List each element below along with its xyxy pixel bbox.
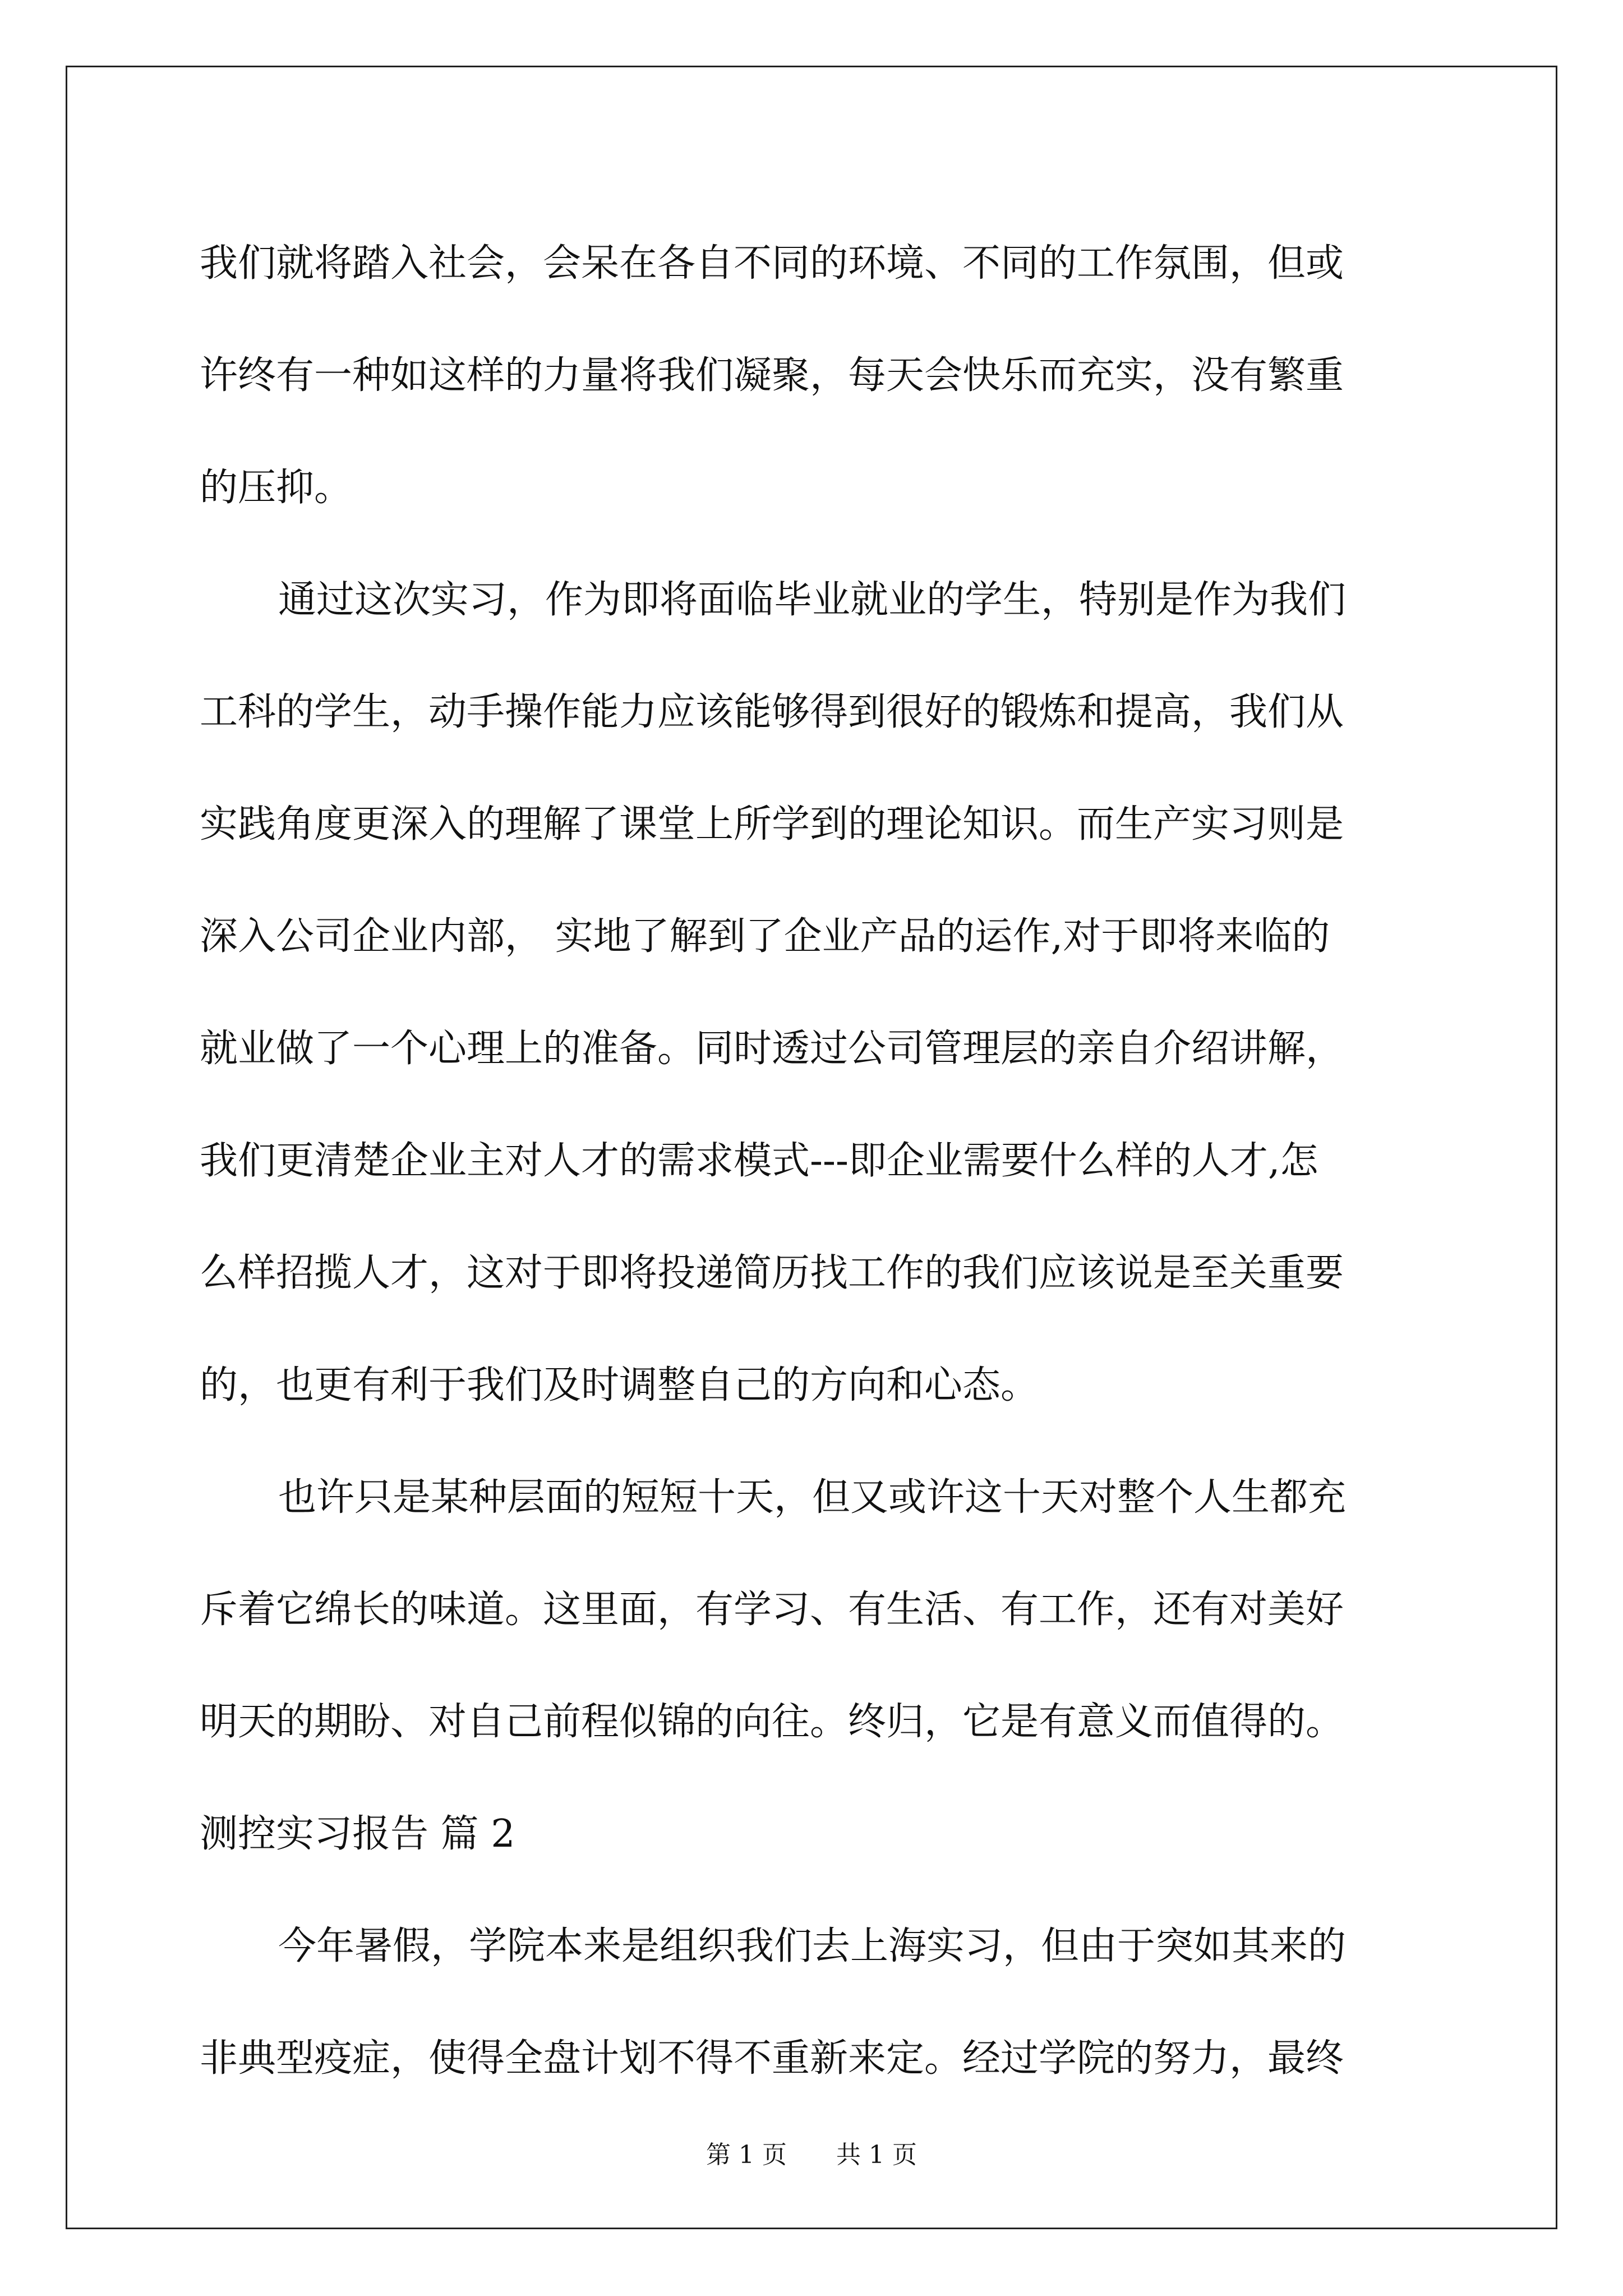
paragraph-start-line: 也许只是某种层面的短短十天，但又或许这十天对整个人生都充 [278, 1475, 1347, 1520]
text-line: 非典型疫症，使得全盘计划不得不重新来定。经过学院的努力，最终 [200, 2036, 1344, 2081]
paragraph-start-line: 今年暑假，学院本来是组织我们去上海实习，但由于突如其来的 [278, 1924, 1347, 1968]
document-body [200, 208, 1433, 2115]
section-heading: 测控实习报告 篇 2 [200, 1812, 515, 1856]
text-line: 许终有一种如这样的力量将我们凝聚，每天会快乐而充实，没有繁重 [200, 353, 1344, 398]
paragraph-start-line: 通过这次实习，作为即将面临毕业就业的学生，特别是作为我们 [278, 578, 1347, 622]
text-line: 的压抑。 [200, 466, 353, 510]
text-line: 就业做了一个心理上的准备。同时透过公司管理层的亲自介绍讲解， [200, 1027, 1344, 1071]
page-footer [0, 2134, 1623, 2170]
text-line: 深入公司企业内部， 实地了解到了企业产品的运作,对于即将来临的 [200, 914, 1330, 959]
text-line: 我们更清楚企业主对人才的需求模式---即企业需要什么样的人才,怎 [200, 1139, 1318, 1183]
text-line: 明天的期盼、对自己前程似锦的向往。终归，它是有意义而值得的。 [200, 1700, 1344, 1744]
text-line: 我们就将踏入社会，会呆在各自不同的环境、不同的工作氛围，但或 [200, 241, 1344, 286]
page-number-current: 第 1 页 [706, 2141, 787, 2169]
page-number-total: 共 1 页 [836, 2141, 917, 2169]
text-line: 工科的学生，动手操作能力应该能够得到很好的锻炼和提高，我们从 [200, 690, 1344, 734]
text-line: 斥着它绵长的味道。这里面，有学习、有生活、有工作，还有对美好 [200, 1588, 1344, 1632]
text-line: 的，也更有利于我们及时调整自己的方向和心态。 [200, 1363, 1039, 1407]
text-line: 实践角度更深入的理解了课堂上所学到的理论知识。而生产实习则是 [200, 802, 1344, 846]
text-line: 么样招揽人才，这对于即将投递简历找工作的我们应该说是至关重要 [200, 1251, 1344, 1295]
